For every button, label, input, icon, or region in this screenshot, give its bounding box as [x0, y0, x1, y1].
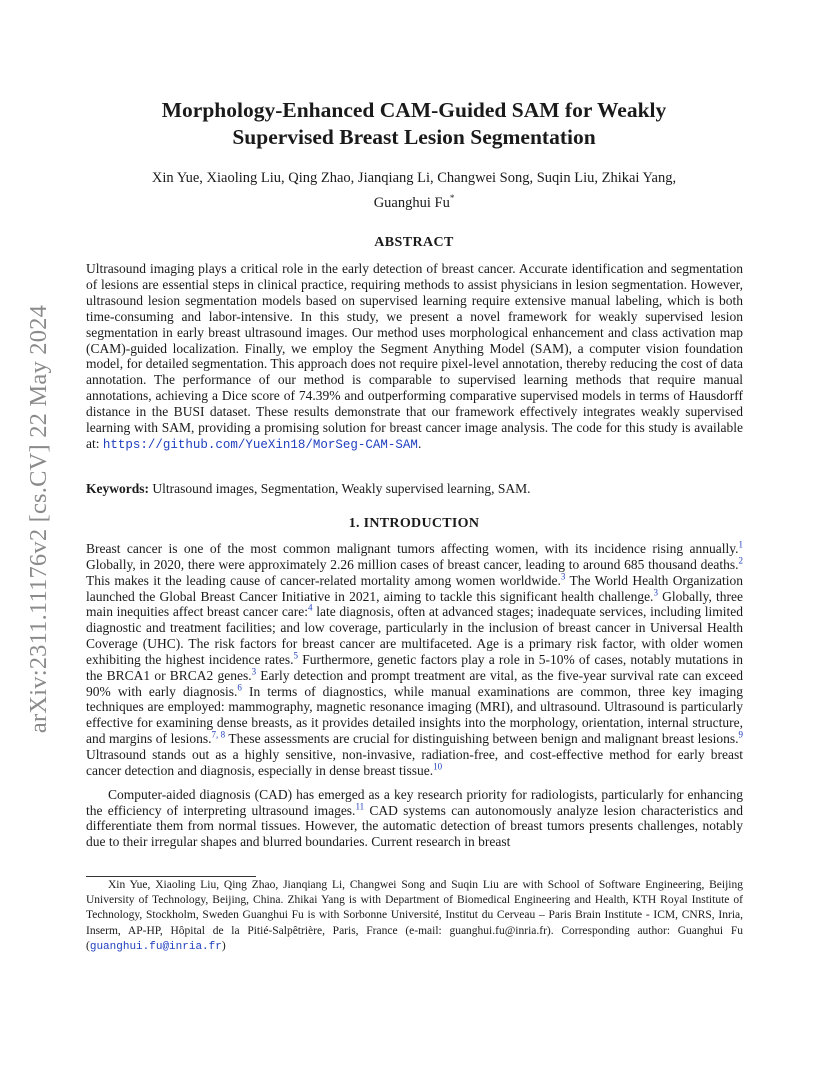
author-last: Guanghui Fu	[373, 194, 450, 211]
introduction-body	[86, 541, 743, 850]
author-list	[85, 168, 743, 213]
text-run: This makes it the leading cause of cancer-related mortality among women worldwide.	[86, 572, 561, 588]
abstract-heading: ABSTRACT	[374, 235, 454, 250]
text-run: Furthermore, genetic factors play a role in 5-10% of cases, notably mutations in the BRCA1 or BRCA2 genes.	[86, 651, 743, 683]
text-run: Ultrasound stands out as a highly sensitive, non-invasive, radiation-free, and cost-effective method for early breast cancer detection and diagnosis, especially in dense breast tissue.	[86, 746, 743, 778]
keywords	[86, 481, 743, 497]
citation-link[interactable]: 2	[738, 555, 743, 566]
text-run: Early detection and prompt treatment are vital, as the five-year survival rate can exceed 90% with early diagnosis.	[86, 667, 743, 699]
abstract-body	[86, 261, 743, 454]
abstract-text: Ultrasound imaging plays a critical role in the early detection of breast cancer. Accurate identification and segmentation of lesions are essential steps in clinical practice, requiring methods to assist physicians in lesion segmentation. However, ultrasound lesion segmentation models based on supervised learning require extensive manual labeling, which is both time-consuming and labor-intensive. In this study, we present a novel framework for weakly supervised lesion segmentation in early breast ultrasound images. Our method uses morphological enhancement and class activation map (CAM)-guided localization. Finally, we employ the Segment Anything Model (SAM), a computer vision foundation model, for detailed segmentation. This approach does not require pixel-level annotation, thereby reducing the cost of data annotation. The performance of our method is comparable to supervised learning methods that require manual annotations, achieving a Dice score of 74.39% and outperforming comparative supervised models in terms of Hausdorff distance in the BUSI dataset. These results demonstrate that our framework effectively integrates weakly supervised learning with SAM, providing a promising solution for breast cancer image analysis. The code for this study is available at:	[86, 261, 743, 451]
footnote-text: Xin Yue, Xiaoling Liu, Qing Zhao, Jianqiang Li, Changwei Song and Suqin Liu are with School of Software Engineering, Beijing University of Technology, Beijing, China. Zhikai Yang is with Department of Biomedical Engineering and Health, KTH Royal Institute of Technology, Stockholm, Sweden Guanghui Fu is with Sorbonne Université, Institut du Cerveau – Paris Brain Institute - ICM, CNRS, Inria, Inserm, AP-HP, Hôpital de la Pitié-Salpêtrière, Paris, France (e-mail: guanghui.fu@inria.fr). Corresponding author: Guanghui Fu (	[86, 879, 743, 952]
citation-link[interactable]: 11	[355, 801, 365, 811]
text-run: Breast cancer is one of the most common malignant tumors affecting women, with its incidence rising annually.	[86, 541, 739, 556]
footnote-end: )	[221, 939, 226, 952]
paper-title	[85, 97, 743, 151]
citation-link[interactable]: 9	[738, 729, 743, 740]
text-run: Computer-aided diagnosis (CAD) has emerged as a key research priority for radiologists, particularly for enhancing the efficiency of interpreting ultrasound images.	[86, 786, 743, 818]
code-repository-link[interactable]: https://github.com/YueXin18/MorSeg-CAM-SAM	[102, 437, 418, 452]
abstract-end: .	[417, 435, 422, 451]
section-heading-introduction: 1. INTRODUCTION	[348, 516, 480, 531]
footnote-rule	[86, 876, 256, 877]
keywords-text: Ultrasound images, Segmentation, Weakly supervised learning, SAM.	[152, 481, 531, 496]
citation-link[interactable]: 10	[433, 761, 443, 772]
authors-line-2	[85, 188, 743, 213]
citation-link[interactable]: 1	[738, 539, 743, 550]
text-run: In terms of diagnostics, while manual examinations are common, three key imaging techniques are employed: mammography, magnetic resonance imaging (MRI), and ultrasound. Ultrasound is particularly effective for examining dense breasts, as it provides detailed insights into the morphology, orientation, internal structure, and margins of lesions.	[86, 683, 743, 747]
arxiv-identifier-text: arXiv:2311.11176v2 [cs.CV] 22 May 2024	[25, 304, 53, 734]
citation-link[interactable]: 4	[308, 602, 313, 613]
text-run: These assessments are crucial for distinguishing between benign and malignant breast lesions.	[225, 731, 739, 747]
text-run: late diagnosis, often at advanced stages; inadequate services, including limited diagnostic and treatment facilities; and low coverage, particularly in the inclusion of breast cancer in Universal Health Coverage (UHC). The risk factors for breast cancer are multifaceted. Age is a primary risk factor, with older women exhibiting the highest incidence rates.	[86, 604, 743, 667]
intro-paragraph-1	[86, 541, 743, 779]
intro-paragraph-2	[86, 787, 743, 850]
citation-link[interactable]: 3	[653, 587, 658, 598]
author-affiliation-footnote	[86, 878, 743, 955]
arxiv-identifier	[22, 281, 56, 757]
text-run: Globally, in 2020, there were approximately 2.26 million cases of breast cancer, leading to around 685 thousand deaths.	[86, 556, 739, 572]
citation-link[interactable]: 5	[293, 650, 299, 661]
authors-line-1: Xin Yue, Xiaoling Liu, Qing Zhao, Jianqiang Li, Changwei Song, Suqin Liu, Zhikai Yang,	[151, 170, 677, 186]
citation-link[interactable]: 7, 8	[211, 729, 226, 740]
keywords-label: Keywords:	[86, 481, 149, 496]
citation-link[interactable]: 3	[560, 571, 566, 582]
text-run: CAD systems can autonomously analyze lesion characteristics and differentiate them from normal tissues. However, the automatic detection of breast tumors presents challenges, notably due to their irregular shapes and blurred boundaries. Current research in breast	[86, 802, 743, 850]
corresponding-author-mark: *	[449, 193, 455, 203]
footnote-paragraph	[86, 878, 743, 955]
citation-link[interactable]: 6	[237, 682, 242, 693]
title-line-2: Supervised Breast Lesion Segmentation	[232, 125, 596, 149]
text-run: Globally, three main inequities affect breast cancer care:	[86, 588, 743, 620]
text-run: The World Health Organization launched the Global Breast Cancer Initiative in 2021, aiming to tackle this significant health challenge.	[86, 572, 743, 604]
corresponding-email-link[interactable]: guanghui.fu@inria.fr	[89, 940, 222, 953]
citation-link[interactable]: 3	[251, 666, 257, 677]
title-line-1: Morphology-Enhanced CAM-Guided SAM for Weakly	[161, 98, 667, 122]
